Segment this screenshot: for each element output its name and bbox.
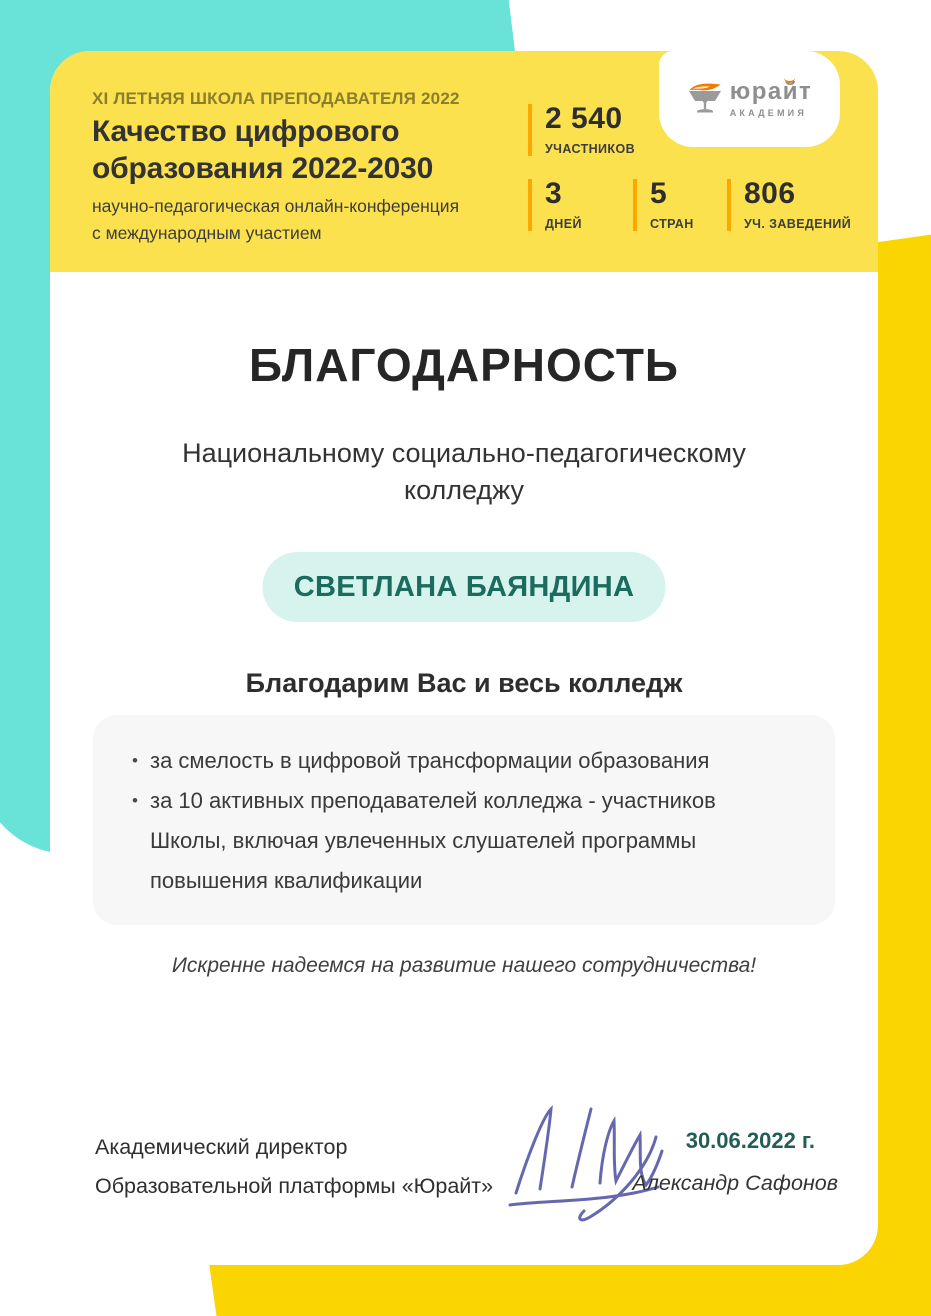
reason-item: • за смелость в цифровой трансформации образования xyxy=(123,741,795,781)
brand-post: т xyxy=(799,78,813,105)
reason-item: • за 10 активных преподавателей колледжа - участников Школы, включая увлеченных слушателей программы повышения квалификации xyxy=(123,781,795,901)
urait-logo xyxy=(687,80,813,118)
urait-brand-name xyxy=(730,80,813,104)
certificate-heading: БЛАГОДАРНОСТЬ xyxy=(249,339,679,391)
recipient-name xyxy=(50,435,878,509)
certificate-card xyxy=(50,51,878,1265)
stat-days-value: 3 xyxy=(545,177,563,210)
signer-name: Александр Сафонов xyxy=(632,1171,838,1195)
stat-countries xyxy=(633,179,694,231)
thanks-heading: Благодарим Вас и весь колледж xyxy=(245,668,683,698)
conference-subtitle xyxy=(92,193,512,247)
urait-bird-lectern-icon xyxy=(687,82,723,115)
conference-subtitle-line2: с международным участием xyxy=(92,223,322,243)
stat-participants-label: УЧАСТНИКОВ xyxy=(545,142,636,156)
reasons-list xyxy=(123,741,795,901)
reasons-box xyxy=(93,715,835,925)
closing-line: Искренне надеемся на развитие нашего сотрудничества! xyxy=(171,954,757,977)
signer-role-line2: Образовательной платформы «Юрайт» xyxy=(95,1174,494,1198)
urait-logo-box xyxy=(659,51,840,147)
brand-accent-letter: й xyxy=(782,78,799,105)
stat-participants xyxy=(528,104,635,156)
stat-countries-value: 5 xyxy=(650,177,668,210)
conference-eyebrow: XI ЛЕТНЯЯ ШКОЛА ПРЕПОДАВАТЕЛЯ 2022 xyxy=(92,89,460,108)
recipient-name-text: Национальному социально-педагогическому колледжу xyxy=(182,438,746,505)
urait-brand-sub: АКАДЕМИЯ xyxy=(729,108,807,118)
conference-header xyxy=(50,51,878,272)
urait-logo-text xyxy=(730,80,813,118)
stat-countries-label: СТРАН xyxy=(650,217,694,231)
brand-pre: юра xyxy=(729,78,783,105)
certificate-date: 30.06.2022 г. xyxy=(685,1128,815,1153)
conference-subtitle-line1: научно-педагогическая онлайн-конференция xyxy=(92,196,460,216)
stat-institutions-value: 806 xyxy=(744,177,796,210)
stat-institutions-label: УЧ. ЗАВЕДЕНИЙ xyxy=(744,217,852,231)
handwritten-signature xyxy=(488,1097,688,1227)
stat-days-label: ДНЕЙ xyxy=(545,217,582,231)
signer-role-line1: Академический директор xyxy=(95,1135,348,1159)
signer-role xyxy=(95,1128,493,1206)
stat-participants-value: 2 540 xyxy=(545,102,623,135)
stat-days xyxy=(528,179,582,231)
conference-title: Качество цифрового образования 2022-2030 xyxy=(92,115,434,185)
person-name-pill: СВЕТЛАНА БАЯНДИНА xyxy=(263,552,666,622)
stat-institutions xyxy=(727,179,851,231)
